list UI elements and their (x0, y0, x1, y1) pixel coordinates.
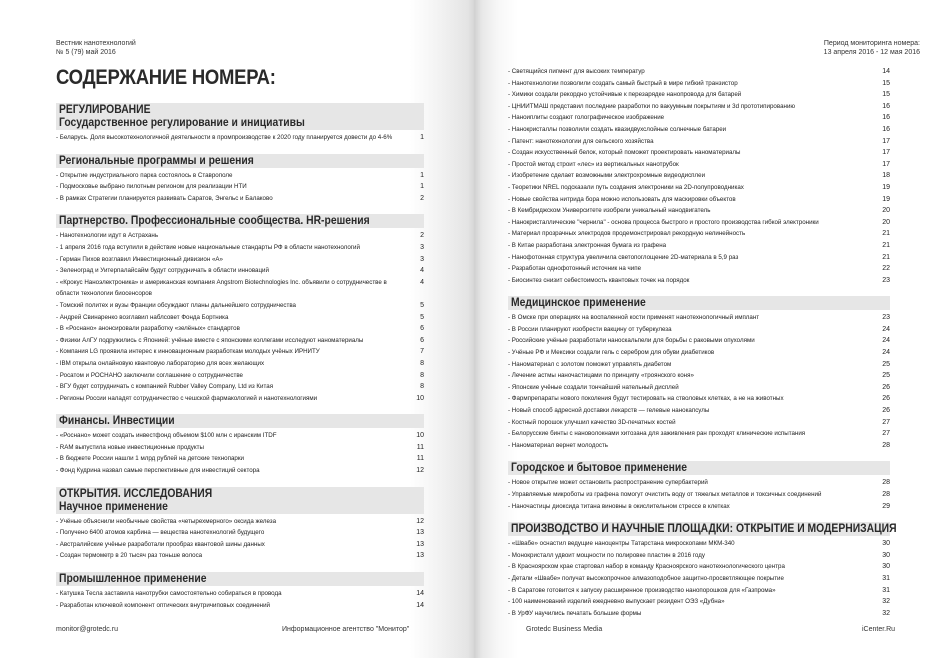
toc-entry-title: - В бюджете России нашли 1 млрд рублей на детские технопарки (56, 455, 245, 463)
toc-entry-title: - Нанокристаллические "чернила" - основа процесса быстрого и простого производства гибкой электроники (508, 218, 819, 226)
toc-entry-title: - В рамках Стратегии планируется развивать Саратов, Энгельс и Балаково (56, 194, 273, 202)
toc-entry[interactable] (56, 346, 424, 358)
toc-entry-page-number: 16 (882, 102, 890, 110)
toc-entry[interactable] (56, 430, 424, 442)
toc-entry-title: - Нанокристаллы позволили создать квазидвухслойные солнечные батареи (508, 125, 727, 133)
section-header (56, 154, 424, 168)
toc-entry-title: - Новое открытие может остановить распространение супербактерий (508, 479, 708, 487)
toc-entry-title: - В Саратове готовится к запуску расширенное производство нанопорошков для «Газпрома» (508, 586, 776, 594)
toc-entry-page-number: 3 (420, 255, 424, 263)
toc-entry-title: - Материал прозрачных электродов продемонстрировал рекордную нелинейность (508, 230, 746, 238)
toc-entry-page-number: 6 (420, 325, 424, 333)
toc-entry[interactable] (508, 205, 890, 217)
section-subheading: Научное применение (59, 500, 168, 513)
toc-left-column (56, 103, 424, 611)
toc-entry[interactable] (508, 78, 890, 90)
toc-entry[interactable] (56, 242, 424, 254)
footer-site[interactable]: iCenter.Ru (862, 626, 896, 633)
toc-entry-page-number: 7 (420, 348, 424, 356)
toc-entry[interactable] (508, 428, 890, 440)
section-header (56, 414, 424, 428)
toc-entry-title: - Томский политех и вузы Франции обсуждают планы дальнейшего сотрудничества (56, 301, 296, 309)
toc-entry-page-number: 30 (882, 563, 890, 571)
toc-entry-page-number: 23 (882, 276, 890, 284)
toc-entry[interactable] (56, 516, 424, 528)
toc-entry[interactable] (56, 453, 424, 465)
toc-entry-page-number: 26 (882, 383, 890, 391)
toc-entry-title: - Зеленоград и Уитерпалайсайм будут сотрудничать в области инноваций (56, 267, 269, 275)
monitoring-period (824, 39, 920, 57)
toc-entry-title: - Наноматериал с золотом поможет управлять диабетом (508, 360, 672, 368)
toc-entry[interactable] (508, 417, 890, 429)
section-header (508, 296, 890, 310)
toc-entry[interactable] (56, 539, 424, 551)
toc-entry[interactable] (56, 527, 424, 539)
toc-entry-title: - Российские учёные разработали наноскальпели для борьбы с раковыми опухолями (508, 337, 755, 345)
toc-entry[interactable] (508, 573, 890, 585)
toc-entry[interactable] (508, 228, 890, 240)
section-header (56, 214, 424, 228)
toc-entry[interactable] (508, 382, 890, 394)
section-subheading: Промышленное применение (59, 573, 207, 586)
toc-entry-title: - Биосинтез снизит себестоимость квантовых точек на порядок (508, 276, 690, 284)
toc-entry-title: - Детали «Швабе» получат высокопрочное алмазоподобное защитно-просветляющее покрытие (508, 574, 784, 582)
toc-entry-page-number: 24 (882, 349, 890, 357)
toc-entry-title: - Наноматериал вернет молодость (508, 441, 609, 449)
toc-entry-title: - ВГУ будет сотрудничать с компанией Rubber Valley Company, Ltd из Китая (56, 383, 274, 391)
toc-entry-page-number: 28 (882, 479, 890, 487)
toc-entry[interactable] (508, 240, 890, 252)
toc-entry[interactable] (508, 393, 890, 405)
section-header (508, 461, 890, 475)
toc-entry-page-number: 30 (882, 540, 890, 548)
toc-entry-title: - RAM выпустила новые инвестиционные продукты (56, 443, 204, 451)
toc-entry[interactable] (508, 596, 890, 608)
toc-entry-title: - Герман Пихов возглавил Инвестиционный дивизион «А» (56, 255, 223, 263)
toc-entry-title: - Простой метод строит «лес» из вертикальных нанотрубок (508, 160, 679, 168)
footer-email[interactable]: monitor@grotedc.ru (56, 626, 118, 633)
toc-entry[interactable] (508, 440, 890, 452)
toc-entry-title: - Японские учёные создали тончайший нательный дисплей (508, 383, 679, 391)
toc-entry-page-number: 32 (882, 598, 890, 606)
toc-entry[interactable] (56, 323, 424, 335)
toc-entry-page-number: 10 (416, 432, 424, 440)
toc-entry-title: - «Крокус Наноэлектроника» и американская компания Angstrom Biotechnologies Inc. объявили о сотрудничестве в области технологии биосенсоров (56, 278, 387, 298)
toc-entry-title: - В «Роснано» анонсировали разработку «зелёных» стандартов (56, 325, 240, 333)
toc-entry-title: - Беларусь. Доля высокотехнологичной деятельности в промпроизводстве к 2020 году планируется довести до 4-6% (56, 134, 393, 141)
monitoring-period-label: Период мониторинга номера: (823, 40, 920, 47)
toc-entry[interactable] (508, 489, 890, 501)
toc-entry-title: - Лечение астмы наночастицами по принципу «троянского коня» (508, 372, 694, 380)
toc-entry-title: - Белорусские бинты с нановолокнами хитозана для заживления ран проходят клинические испытания (508, 430, 806, 438)
toc-entry-page-number: 27 (882, 418, 890, 426)
toc-entry-title: - Создан термометр в 20 тысяч раз тоньше волоса (56, 552, 203, 560)
toc-entry-page-number: 25 (882, 372, 890, 380)
toc-entry-page-number: 28 (882, 491, 890, 498)
journal-name: Вестник нанотехнологий (56, 40, 136, 47)
toc-entry[interactable] (56, 550, 424, 562)
toc-entry[interactable] (508, 217, 890, 229)
toc-entry-title: - Физики АлГУ подружились с Японией: учёные вместе с японскими коллегами исследуют наноматериалы (56, 336, 364, 344)
toc-entry[interactable] (508, 324, 890, 336)
toc-entry[interactable] (56, 300, 424, 312)
toc-entry-page-number: 1 (420, 171, 424, 179)
toc-entry-title: - Нанофотонная структура увеличила светопоглощение 2D-материала в 5,9 раз (508, 253, 739, 261)
toc-entry[interactable] (56, 193, 424, 205)
toc-entry-title: - Регионы России наладят сотрудничество с чешской фармакологией и нанотехнологиями (56, 394, 318, 402)
toc-entry-title: - Новые свойства нитрида бора можно использовать для маскировки объектов (508, 195, 736, 203)
toc-entry-title: - 1 апреля 2016 года вступили в действие новые национальные стандарты РФ в области нанотехнологий (56, 243, 360, 251)
toc-entry-page-number: 22 (882, 265, 890, 273)
toc-entry-page-number: 19 (882, 195, 890, 203)
toc-entry-page-number: 5 (420, 301, 424, 309)
toc-entry-title: - Фармпрепараты нового поколения будут тестировать на стволовых клетках, а не на животных (508, 395, 784, 403)
toc-entry-title: - Изобретение сделает возможными электрохромные видеодисплеи (508, 172, 706, 180)
toc-entry[interactable] (508, 182, 890, 194)
toc-entry[interactable] (508, 501, 890, 513)
toc-entry-page-number: 12 (416, 517, 424, 525)
toc-entry-title: - Андрей Свинаренко возглавил наблсовет Фонда Бортника (56, 313, 229, 321)
toc-entry-title: - Новый способ адресной доставки лекарств — гелевые нанокапсулы (508, 407, 710, 415)
section-spacer (508, 286, 890, 296)
toc-entry[interactable] (56, 265, 424, 277)
toc-entry[interactable] (508, 89, 890, 101)
issue-number: № 5 (79) май 2016 (56, 49, 116, 56)
toc-entry-title: - Управляемые микроботы из графена помогут очистить воду от тяжелых металлов и токсичных соединений (508, 491, 822, 498)
toc-entry[interactable] (508, 477, 890, 489)
toc-entry-page-number: 21 (882, 230, 890, 238)
toc-entry-page-number: 29 (882, 502, 890, 510)
toc-entry-page-number: 17 (882, 160, 890, 168)
toc-entry-title: - В Омске при операциях на воспаленной кости применят нанотехнологичный имплант (508, 314, 760, 322)
toc-entry[interactable] (508, 101, 890, 113)
toc-entry-title: - В Красноярском крае стартовал набор в команду Красноярского нанотехнологического центра (508, 563, 785, 571)
toc-entry-page-number: 24 (882, 325, 890, 333)
toc-entry[interactable] (508, 561, 890, 573)
toc-entry[interactable] (508, 608, 890, 620)
toc-entry-title: - Нанотехнологии идут в Астрахань (56, 232, 159, 240)
toc-entry[interactable] (56, 381, 424, 393)
toc-entry[interactable] (508, 275, 890, 287)
toc-entry[interactable] (56, 181, 424, 193)
toc-entry-page-number: 14 (882, 68, 890, 75)
toc-entry-page-number: 3 (420, 243, 424, 251)
toc-entry[interactable] (508, 538, 890, 550)
toc-entry-page-number: 26 (882, 395, 890, 403)
toc-entry-title: - Наноиплиты создают голографическое изображение (508, 114, 665, 122)
toc-entry[interactable] (56, 393, 424, 405)
toc-entry[interactable] (508, 66, 890, 78)
toc-entry-page-number: 30 (882, 551, 890, 559)
toc-entry-title: - Наночастицы диоксида титана виновны в окислительном стрессе в клетках (508, 502, 730, 510)
toc-entry-page-number: 13 (416, 529, 424, 537)
section-spacer (56, 404, 424, 414)
toc-entry-page-number: 12 (416, 467, 424, 475)
toc-entry-page-number: 5 (420, 313, 424, 321)
toc-entry-title: - Патент: нанотехнологии для сельского хозяйства (508, 137, 654, 145)
toc-entry-page-number: 2 (420, 232, 424, 240)
section-spacer (508, 451, 890, 461)
toc-entry[interactable] (508, 194, 890, 206)
section-header (56, 487, 424, 514)
toc-entry[interactable] (56, 358, 424, 370)
toc-entry-title: - Светящийся пигмент для высоких температур (508, 68, 645, 75)
toc-entry[interactable] (508, 370, 890, 382)
toc-entry[interactable] (56, 442, 424, 454)
toc-entry-page-number: 26 (882, 407, 890, 415)
toc-entry-title: - В Кембриджском Университете изобрели уникальный нанодвигатель (508, 207, 711, 215)
toc-entry-title: - Костный порошок улучшил качество 3D-печатных костей (508, 418, 676, 426)
toc-entry-title: - Открытие индустриального парка состоялось в Ставрополе (56, 171, 233, 179)
toc-entry-title: - «Швабе» оснастил ведущие наноцентры Татарстана микроскопами МКМ-340 (508, 540, 735, 548)
section-header (56, 572, 424, 586)
toc-entry-page-number: 14 (416, 590, 424, 598)
right-page (474, 0, 946, 658)
section-spacer (56, 562, 424, 572)
toc-entry[interactable] (508, 252, 890, 264)
toc-entry[interactable] (508, 136, 890, 148)
section-spacer (56, 144, 424, 154)
toc-entry[interactable] (56, 277, 424, 300)
toc-entry[interactable] (508, 263, 890, 275)
toc-entry-page-number: 1 (420, 134, 424, 141)
toc-entry-title: - 100 наименований изделий ежедневно выпускает резидент ОЭЗ «Дубна» (508, 598, 725, 606)
toc-entry-title: - Монокристалл удвоит мощности по полировке пластин в 2016 году (508, 551, 705, 559)
toc-entry-page-number: 4 (420, 278, 424, 286)
footer-publisher: Grotedc Business Media (526, 626, 603, 633)
toc-entry-title: - Учёные РФ и Мексики создали гель с серебром для обуви диабетиков (508, 349, 715, 357)
toc-entry[interactable] (56, 312, 424, 324)
toc-entry-page-number: 23 (882, 314, 890, 322)
toc-entry[interactable] (508, 312, 890, 324)
toc-entry-title: - Создан искусственный белок, который поможет проектировать наноматериалы (508, 149, 741, 157)
toc-entry[interactable] (56, 132, 424, 144)
toc-entry-page-number: 17 (882, 137, 890, 145)
toc-entry-page-number: 13 (416, 552, 424, 560)
toc-entry-page-number: 1 (420, 183, 424, 191)
section-subheading: Региональные программы и решения (59, 154, 254, 167)
toc-entry-title: - Катушка Тесла заставила нанотрубки самостоятельно собираться в провода (56, 590, 282, 598)
toc-entry-page-number: 20 (882, 207, 890, 215)
section-header (56, 103, 424, 130)
toc-entry-title: - Теоретики NREL подсказали путь создания электроники на 2D-полупроводниках (508, 183, 744, 191)
monitoring-period-dates: 13 апреля 2016 - 12 мая 2016 (823, 49, 920, 56)
toc-entry-page-number: 14 (416, 601, 424, 609)
section-subheading: Финансы. Инвестиции (59, 415, 175, 428)
toc-entry[interactable] (508, 550, 890, 562)
toc-entry-page-number: 16 (882, 125, 890, 133)
toc-entry-page-number: 8 (420, 359, 424, 367)
toc-entry[interactable] (56, 335, 424, 347)
toc-entry-page-number: 17 (882, 149, 890, 157)
toc-entry-title: - Фонд Кудрина назвал самые перспективные для инвестиций сектора (56, 467, 260, 475)
toc-entry-page-number: 8 (420, 383, 424, 391)
toc-entry-page-number: 8 (420, 371, 424, 379)
section-subheading: ПРОИЗВОДСТВО И НАУЧНЫЕ ПЛОЩАДКИ: ОТКРЫТИЕ И МОДЕРНИЗАЦИЯ (511, 523, 897, 536)
toc-entry-page-number: 31 (882, 574, 890, 582)
toc-entry-page-number: 11 (416, 455, 424, 463)
toc-entry[interactable] (56, 370, 424, 382)
toc-entry[interactable] (56, 170, 424, 182)
section-subheading: Государственное регулирование и инициативы (59, 117, 305, 129)
section-subheading: Городское и бытовое применение (511, 462, 688, 475)
toc-right-column (508, 66, 897, 619)
section-spacer (56, 477, 424, 487)
toc-entry-page-number: 4 (420, 267, 424, 275)
toc-entry-title: - Получено 6400 атомов карбина — вещества нанотехнологий будущего (56, 529, 265, 537)
section-subheading: Медицинское применение (511, 297, 646, 310)
toc-entry[interactable] (508, 124, 890, 136)
toc-entry-page-number: 11 (416, 443, 424, 451)
toc-entry-title: - Разработан однофотонный источник на чипе (508, 265, 642, 273)
toc-entry-page-number: 24 (882, 337, 890, 345)
toc-entry-title: - Учёные объяснили необычные свойства «четырехмерного» оксида железа (56, 517, 277, 525)
toc-entry-title: - «Роснано» может создать инвестфонд объемом $100 млн с иранским ITDF (56, 432, 277, 440)
section-heading: РЕГУЛИРОВАНИЕ (59, 104, 151, 116)
toc-entry-page-number: 19 (882, 183, 890, 191)
toc-entry[interactable] (508, 585, 890, 597)
toc-entry-page-number: 28 (882, 441, 890, 449)
toc-entry-page-number: 21 (882, 241, 890, 249)
toc-entry-page-number: 10 (416, 394, 424, 402)
toc-entry[interactable] (56, 588, 424, 600)
toc-entry-title: - В УрФУ научились печатать большие формы (508, 609, 642, 617)
toc-entry-page-number: 32 (882, 609, 890, 617)
toc-entry-title: - Химики создали рекордно устойчивые к перезарядке нанопровода для батарей (508, 91, 742, 99)
toc-entry-page-number: 18 (882, 172, 890, 180)
section-spacer (56, 204, 424, 214)
toc-entry[interactable] (508, 335, 890, 347)
toc-entry[interactable] (56, 230, 424, 242)
toc-entry-title: - Разработан ключевой компонент оптических внутричиповых соединений (56, 601, 270, 609)
section-header (508, 522, 897, 536)
toc-entry-page-number: 2 (420, 194, 424, 202)
toc-entry[interactable] (508, 347, 890, 359)
section-heading: ОТКРЫТИЯ. ИССЛЕДОВАНИЯ (59, 487, 213, 500)
toc-entry-title: - Австралийские учёные разработали прообраз квантовой шины данных (56, 540, 265, 548)
toc-entry-title: - Росатом и РОСНАНО заключили соглашение о сотрудничестве (56, 371, 244, 379)
toc-entry[interactable] (56, 600, 424, 612)
toc-entry-page-number: 15 (882, 91, 890, 99)
toc-entry-page-number: 16 (882, 114, 890, 122)
toc-entry-title: - ЦНИИТМАШ представил последние разработки по вакуумным покрытиям и 3d прототипированию (508, 102, 796, 110)
footer-agency: Информационное агентство "Монитор" (282, 626, 410, 633)
toc-entry-page-number: 15 (882, 79, 890, 87)
toc-entry-page-number: 27 (882, 430, 890, 438)
toc-entry[interactable] (508, 147, 890, 159)
toc-entry[interactable] (508, 112, 890, 124)
toc-entry[interactable] (56, 254, 424, 266)
toc-entry-page-number: 25 (882, 360, 890, 368)
section-spacer (508, 512, 890, 522)
toc-entry[interactable] (508, 359, 890, 371)
toc-entry-page-number: 21 (882, 253, 890, 261)
toc-entry-title: - IBM открыла онлайновую квантовую лабораторию для всех желающих (56, 359, 265, 367)
section-subheading: Партнерство. Профессиональные сообщества. HR-решения (59, 215, 370, 228)
toc-entry[interactable] (56, 465, 424, 477)
toc-entry-title: - Нанотехнологии позволили создать самый быстрый в мире гибкий транзистор (508, 79, 738, 87)
toc-entry[interactable] (508, 170, 890, 182)
toc-entry-title: - Компания LG проявила интерес к инновационным разработкам молодых учёных ИРНИТУ (56, 348, 320, 356)
toc-entry-title: - В России планируют изобрести вакцину от туберкулеза (508, 325, 672, 333)
toc-entry-page-number: 13 (416, 540, 424, 548)
toc-entry-title: - Подмосковье выбрано пилотным регионом для реализации НТИ (56, 183, 247, 191)
toc-entry-page-number: 31 (882, 586, 890, 594)
toc-entry-page-number: 6 (420, 336, 424, 344)
toc-entry-page-number: 20 (882, 218, 890, 226)
toc-entry[interactable] (508, 405, 890, 417)
toc-entry[interactable] (508, 159, 890, 171)
journal-header (56, 39, 136, 57)
page-title: СОДЕРЖАНИЕ НОМЕРА: (56, 66, 276, 89)
toc-entry-title: - В Китае разработана электронная бумага из графена (508, 241, 667, 249)
